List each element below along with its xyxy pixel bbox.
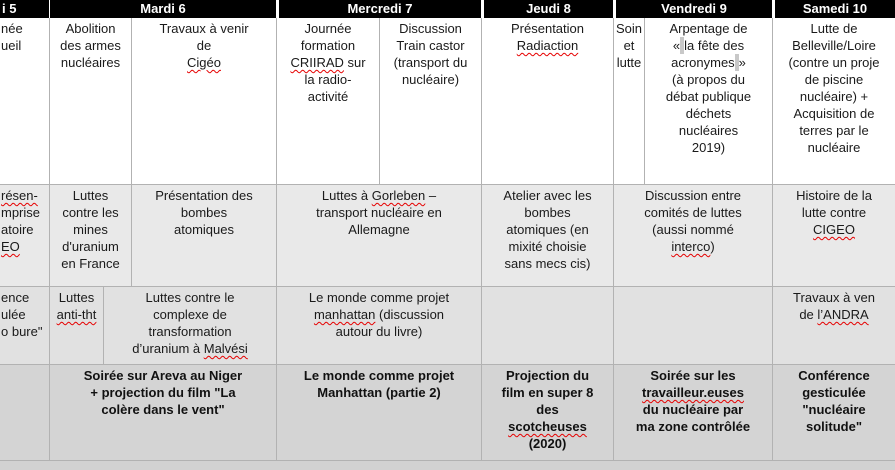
cell-vendredi-row1-arpentage[interactable]: Arpentage de « la fête des acronymes » (à propos du débat publique déchets nucléaires 2019) — [645, 18, 773, 185]
cell-mercredi-row4-manhattan2[interactable]: Le monde comme projet Manhattan (partie 2) — [277, 365, 482, 461]
cell-vendredi-row3-empty[interactable] — [614, 287, 773, 365]
area-below-table — [0, 461, 895, 470]
cell-mercredi-row1-castor[interactable]: Discussion Train castor (transport du nucléaire) — [380, 18, 482, 185]
cell-mercredi-row1-criirad[interactable]: Journée formation CRIIRAD sur la radio- activité — [277, 18, 380, 185]
cell-lundi-row2-fragment[interactable]: résen- mprise atoire EO — [0, 185, 50, 287]
cell-samedi-row2-histoire[interactable]: Histoire de la lutte contre CIGEO — [773, 185, 895, 287]
cell-mercredi-row3-manhattan[interactable]: Le monde comme projet manhattan (discussion autour du livre) — [277, 287, 482, 365]
cell-lundi-row4-empty[interactable] — [0, 365, 50, 461]
cell-jeudi-row4-scotcheuses[interactable]: Projection du film en super 8 des scotcheuses (2020) — [482, 365, 614, 461]
day-header-samedi[interactable]: Samedi 10 — [775, 0, 895, 18]
cell-vendredi-row1-soin[interactable]: Soin et lutte — [614, 18, 645, 185]
day-header-mardi[interactable]: Mardi 6 — [50, 0, 276, 18]
cell-mardi-row2-mines[interactable]: Luttes contre les mines d'uranium en France — [50, 185, 132, 287]
day-header-lundi[interactable]: i 5 — [0, 0, 49, 18]
cell-samedi-row3-andra[interactable]: Travaux à ven de l’ANDRA — [773, 287, 895, 365]
cell-samedi-row4-conference[interactable]: Conférence gesticulée "nucléaire solitude" — [773, 365, 895, 461]
cell-jeudi-row2-atelier[interactable]: Atelier avec les bombes atomiques (en mixité choisie sans mecs cis) — [482, 185, 614, 287]
cell-lundi-row1-fragment[interactable]: née ueil — [0, 18, 50, 185]
cell-mardi-row1-cigeo[interactable]: Travaux à venir de Cigéo — [132, 18, 277, 185]
cell-jeudi-row1-radiaction[interactable]: Présentation Radiaction — [482, 18, 614, 185]
cell-jeudi-row3-empty[interactable] — [482, 287, 614, 365]
cell-mardi-row1-abolition[interactable]: Abolition des armes nucléaires — [50, 18, 132, 185]
day-header-jeudi[interactable]: Jeudi 8 — [484, 0, 613, 18]
cell-mardi-row3-anti-tht[interactable]: Luttes anti-tht — [50, 287, 104, 365]
day-header-mercredi[interactable]: Mercredi 7 — [279, 0, 481, 18]
cell-vendredi-row2-interco[interactable]: Discussion entre comités de luttes (aussi nommé interco) — [614, 185, 773, 287]
day-header-vendredi[interactable]: Vendredi 9 — [616, 0, 772, 18]
cell-mercredi-row2-gorleben[interactable]: Luttes à Gorleben – transport nucléaire en Allemagne — [277, 185, 482, 287]
cell-vendredi-row4-soiree[interactable]: Soirée sur les travailleur.euses du nucléaire par ma zone contrôlée — [614, 365, 773, 461]
cell-mardi-row4-areva[interactable]: Soirée sur Areva au Niger + projection du film "La colère dans le vent" — [50, 365, 277, 461]
cell-samedi-row1-belleville[interactable]: Lutte de Belleville/Loire (contre un proje de piscine nucléaire) + Acquisition de terres par le nucléaire — [773, 18, 895, 185]
cell-mardi-row3-malvesi[interactable]: Luttes contre le complexe de transformation d’uranium à Malvési — [104, 287, 277, 365]
cell-lundi-row3-fragment[interactable]: ence ulée o bure" — [0, 287, 50, 365]
cell-mardi-row2-bombes[interactable]: Présentation des bombes atomiques — [132, 185, 277, 287]
